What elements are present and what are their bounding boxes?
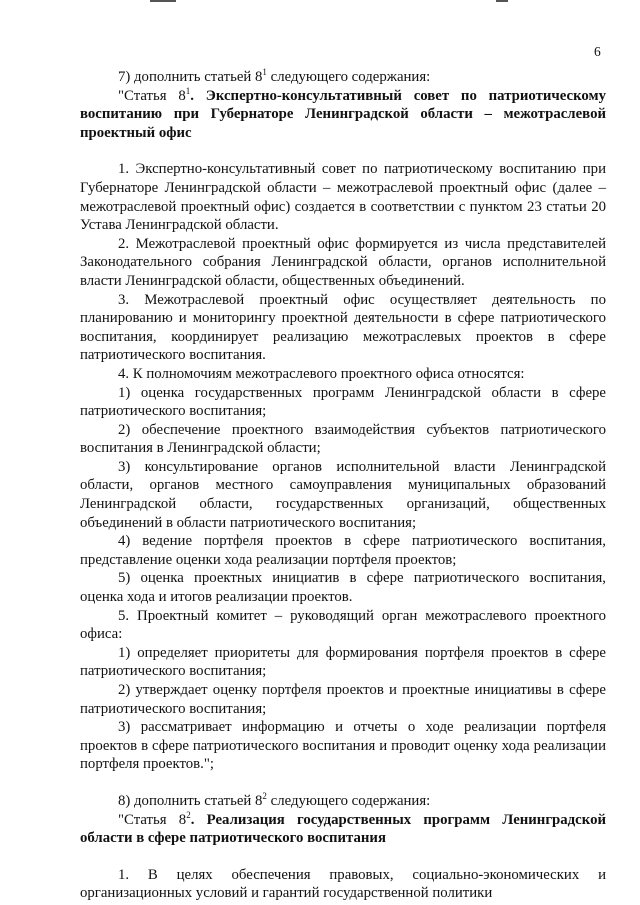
paragraph: 5) оценка проектных инициатив в сфере патриотического воспитания, оценка хода и итогов реализации проектов. bbox=[80, 570, 606, 606]
article-8-2-paragraphs bbox=[80, 866, 606, 903]
scan-edge-marks bbox=[0, 0, 640, 4]
page-number: 6 bbox=[594, 44, 601, 59]
article-8-1-paragraphs bbox=[80, 160, 606, 774]
paragraph: 2) обеспечение проектного взаимодействия субъектов патриотического воспитания в Ленинградской области; bbox=[80, 421, 606, 457]
paragraph: 2. Межотраслевой проектный офис формируется из числа представителей Законодательного собрания Ленинградской области, органов исполнительной власти Ленинградской области, общественных объединений. bbox=[80, 235, 606, 289]
paragraph: 5. Проектный комитет – руководящий орган межотраслевого проектного офиса: bbox=[80, 607, 606, 643]
article-heading-8-2: "Статья $8^2$. Реализация государственных программ Ленинградской области в сфере патриотического воспитания bbox=[80, 809, 606, 847]
paragraph: 4. К полномочиям межотраслевого проектного офиса относятся: bbox=[118, 365, 525, 382]
article-heading-8-1: "Статья $8^1$. Экспертно-консультативный совет по патриотическому воспитанию при Губернаторе Ленинградской области – межотраслевой проектный офис bbox=[80, 85, 606, 141]
paragraph: 3) консультирование органов исполнительной власти Ленинградской области, органов местного самоуправления муниципальных образований Ленинградской области, государственных организаций, общественных объединений в области патриотического воспитания; bbox=[80, 458, 606, 531]
amendment-intro-8: 8) дополнить статьей $8^2$ следующего содержания: bbox=[118, 790, 431, 809]
paragraph: 1) определяет приоритеты для формирования портфеля проектов в сфере патриотического воспитания; bbox=[80, 644, 606, 680]
paragraph: 2) утверждает оценку портфеля проектов и проектные инициативы в сфере патриотического воспитания; bbox=[80, 682, 606, 717]
paragraph: 1. Экспертно-консультативный совет по патриотическому воспитанию при Губернаторе Ленинградской области – межотраслевой проектный офис (далее – межотраслевой проектный офис) создается в соответствии с пунктом 23 статьи 20 Устава Ленинградской области. bbox=[80, 161, 606, 234]
paragraph: 1) оценка государственных программ Ленинградской области в сфере патриотического воспитания; bbox=[80, 384, 606, 420]
paragraph: 3. Межотраслевой проектный офис осуществляет деятельность по планированию и мониторингу проектной деятельности в сфере патриотического воспитания, координирует реализацию межотраслевых проектов в сфере патриотического воспитания. bbox=[80, 291, 606, 364]
paragraph: 4) ведение портфеля проектов в сфере патриотического воспитания, представление оценки хода реализации портфеля проектов; bbox=[80, 533, 606, 568]
amendment-intro-7: 7) дополнить статьей $8^1$ следующего содержания: bbox=[118, 67, 431, 85]
paragraph: 1. В целях обеспечения правовых, социально-экономических и организационных условий и гарантий государственной политики bbox=[80, 866, 606, 902]
paragraph: 3) рассматривает информацию и отчеты о ходе реализации портфеля проектов в сфере патриотического воспитания и проводит оценку хода реализации портфеля проектов."; bbox=[80, 719, 606, 773]
document-body bbox=[80, 68, 606, 903]
